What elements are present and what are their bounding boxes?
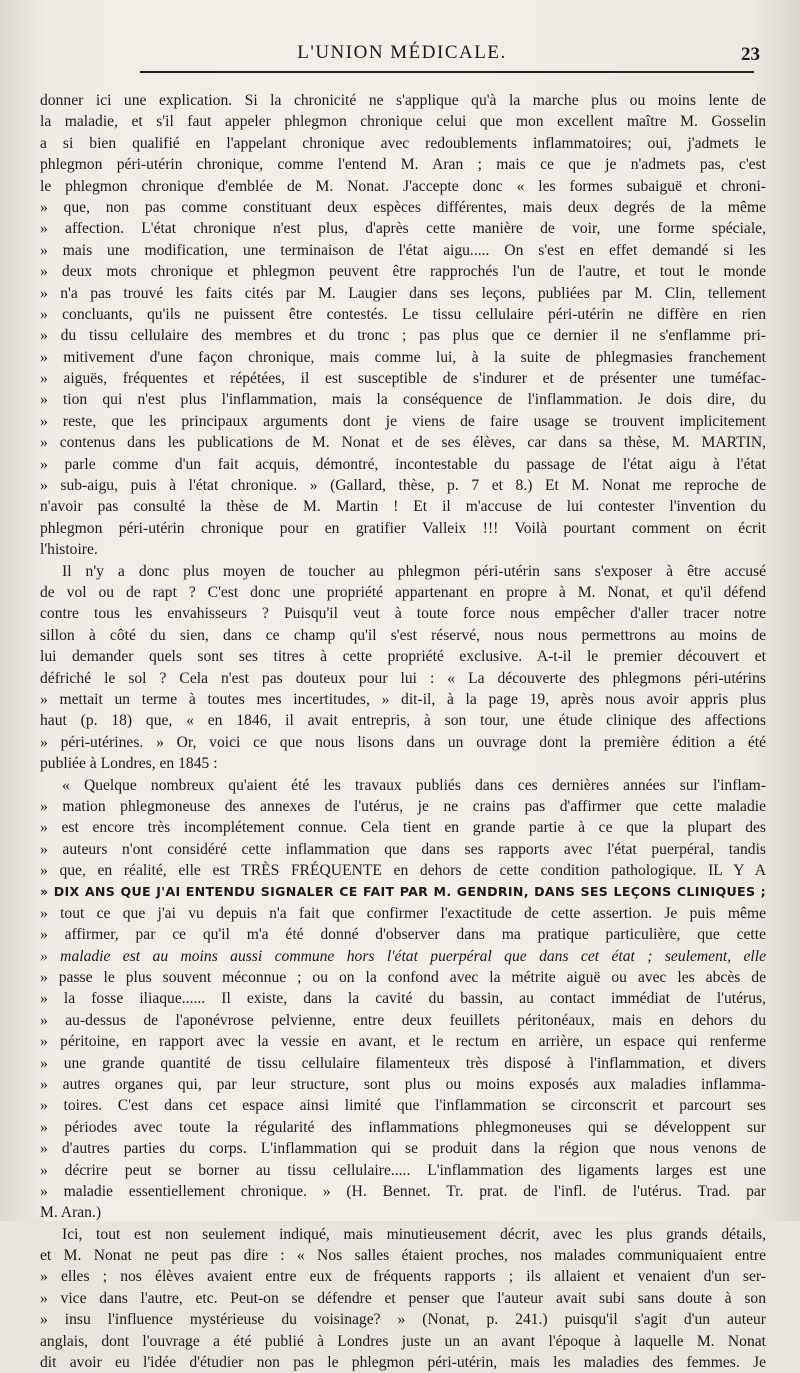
text-line: phlegmon péri-utérin chronique pour en gratifier Valleix !!! Voilà pourtant comment on écrit [40,519,766,537]
text-line: » sub-aigu, puis à l'état chronique. » (Gallard, thèse, p. 7 et 8.) Et M. Nonat me reproche de [40,477,766,495]
text-line: » est encore très incomplétement connue. Cela tient en grande partie à ce que la plupart des [40,819,766,837]
text-line: » que, non pas comme constituant deux espèces différentes, mais deux degrés de la même [40,198,766,216]
text-line: » péri-utérines. » Or, voici ce que nous lisons dans un ouvrage dont la première édition a été [40,733,766,751]
text-line: et M. Nonat ne peut pas dire : « Nos salles étaient proches, nos malades communiquaient entre [40,1247,766,1265]
text-line: » elles ; nos élèves avaient entre eux de fréquents rapports ; ils allaient et venaient d'un ser- [40,1268,766,1286]
text-line: » d'autres parties du corps. L'inflammation qui se produit dans la région que nous venons de [40,1140,766,1158]
text-line: de vol ou de rapt ? C'est donc une propriété appartenant en propre à M. Nonat, et qu'il défend [40,583,766,601]
text-line: publiée à Londres, en 1845 : [40,755,218,773]
text-line: » tout ce que j'ai vu depuis n'a fait que confirmer l'exactitude de cette assertion. Je puis même [40,904,766,922]
text-line: » péritoine, en rapport avec la vessie en avant, et le rectum en arrière, un espace qui renferme [40,1033,766,1051]
text-line: » contenus dans les publications de M. Nonat et de ses élèves, car dans sa thèse, M. MARTIN, [40,434,766,452]
text-line: » mitivement d'une façon chronique, mais comme lui, à la suite de phlegmasies franchement [40,348,766,366]
text-line: la maladie, et s'il faut appeler phlegmon chronique celui que mon excellent maître M. Gosselin [40,113,766,131]
text-line: Ici, tout est non seulement indiqué, mais minutieusement décrit, avec les plus grands détails, [62,1225,766,1243]
page-header [40,38,764,74]
text-line: phlegmon péri-utérin chronique, comme l'entend M. Aran ; mais ce que je n'admets pas, c'est [40,156,766,174]
text-line: » DIX ANS QUE J'AI ENTENDU SIGNALER CE FAIT PAR M. GENDRIN, DANS SES LEÇONS CLINIQUES ; [40,884,766,900]
text-line: » auteurs n'ont considéré cette inflammation que dans ses rapports avec l'état puerpéral, tandis [40,840,766,858]
text-line: » affection. L'état chronique n'est plus, d'après cette manière de voir, une forme spéciale, [40,220,766,238]
text-line: » mettait un terme à toutes mes incertitudes, » dit-il, à la page 19, après nous avoir appris plus [40,690,766,708]
text-line: » que, en réalité, elle est TRÈS FRÉQUENTE en dehors de cette condition pathologique. IL Y A [40,862,766,880]
text-line: a si bien qualifié en l'appelant chronique avec redoublements inflammatoires; oui, j'admets le [40,134,766,152]
text-line: » concluants, qu'ils ne puissent être contestés. Le tissu cellulaire péri-utérin ne diffère en rien [40,305,766,323]
text-line: » autres organes qui, par leur structure, sont plus ou moins exposés aux maladies inflamma- [40,1075,766,1093]
text-line: contre tous les envahisseurs ? Puisqu'il veut à toute force nous empêcher d'aller tracer notre [40,605,766,623]
text-line: » du tissu cellulaire des membres et du tronc ; pas plus que ce dernier il ne s'enflamme pri- [40,327,766,345]
text-line: » la fosse iliaque...... Il existe, dans la cavité du bassin, au contact immédiat de l'utérus, [40,990,766,1008]
text-line: le phlegmon chronique d'emblée de M. Nonat. J'accepte donc « les formes subaiguë et chroni- [40,177,766,195]
text-line: » vice dans l'autre, etc. Peut-on se défendre et penser que l'auteur avait subi sans doute à son [40,1289,766,1307]
text-line: » reste, que les principaux arguments dont je viens de faire usage se trouvent implicitement [40,412,766,430]
text-line: donner ici une explication. Si la chronicité ne s'applique qu'à la marche plus ou moins lente de [40,92,766,109]
text-line: » décrire peut se borner au tissu cellulaire..... L'inflammation des ligaments larges est une [40,1161,766,1179]
text-line: Il n'y a donc plus moyen de toucher au phlegmon péri-utérin sans s'exposer à être accusé [62,562,766,580]
text-line: M. Aran.) [40,1204,102,1222]
text-line: « Quelque nombreux qu'aient été les travaux publiés dans ces dernières années sur l'inflam- [62,776,766,794]
text-line: l'histoire. [40,541,98,559]
text-line: » deux mots chronique et phlegmon peuvent être rapprochés l'un de l'autre, et tout le monde [40,263,766,281]
body-text [40,90,766,1373]
text-line: lui demander quels sont ses titres à cette propriété exclusive. A-t-il le premier découvert et [40,648,766,666]
text-line: » périodes avec toute la régularité des inflammations phlegmoneuses qui se développent sur [40,1118,766,1136]
text-line: haut (p. 18) que, « en 1846, il avait entrepris, à son tour, une étude clinique des affections [40,712,766,730]
text-line: sillon à côté du sien, dans ce champ qu'il s'est réservé, nous nous permettrons au moins de [40,626,766,644]
text-line: défriché le sol ? Cela n'est pas douteux pour lui : « La découverte des phlegmons péri-utérins [40,669,766,687]
text-line: » aiguës, fréquentes et répétées, il est susceptible de s'indurer et de présenter une tuméfac- [40,370,766,388]
header-rule [140,71,754,73]
text-line: anglais, dont l'ouvrage a été publié à Londres juste un an avant l'époque à laquelle M. Nonat [40,1332,766,1350]
text-line: » parle comme d'un fait acquis, démontré, incontestable du passage de l'état aigu à l'état [40,455,766,473]
running-title: L'UNION MÉDICALE. [297,42,507,63]
text-line: » mation phlegmoneuse des annexes de l'utérus, je ne crains pas d'affirmer que cette maladie [40,797,766,815]
page-number: 23 [741,44,760,65]
text-line: » toires. C'est dans cet espace ainsi limité que l'inflammation se circonscrit et parcourt ses [40,1097,766,1115]
text-line: » insu l'influence mystérieuse du voisinage? » (Nonat, p. 241.) puisqu'il s'agit d'un auteur [40,1311,766,1329]
text-line: » affirmer, par ce qu'il m'a été donné d'observer dans ma pratique particulière, que cette [40,926,766,944]
text-line: » mais une modification, une terminaison de l'état aigu..... On s'est en effet demandé si les [40,241,766,259]
text-line: » passe le plus souvent méconnue ; ou on la confond avec la métrite aiguë ou avec les abcès de [40,969,766,987]
text-line: » maladie est au moins aussi commune hors l'état puerpéral que dans cet état ; seulement, elle [40,947,766,965]
text-line: » au-dessus de l'aponévrose pelvienne, entre deux feuillets péritonéaux, mais en dehors du [40,1011,766,1029]
text-line: » maladie essentiellement chronique. » (H. Bennet. Tr. prat. de l'infl. de l'utérus. Trad. par [40,1182,766,1200]
text-line: dit avoir eu l'idée d'étudier non pas le phlegmon péri-utérin, mais les maladies des femmes. Je [40,1354,766,1372]
text-line: n'avoir pas consulté la thèse de M. Martin ! Et il m'accuse de lui contester l'invention du [40,498,766,516]
text-line: » n'a pas trouvé les faits cités par M. Laugier dans ses leçons, publiées par M. Clin, tellement [40,284,766,302]
text-line: » une grande quantité de tissu cellulaire filamenteux très disposé à l'inflammation, et divers [40,1054,766,1072]
text-line: » tion qui n'est plus l'inflammation, mais la conséquence de l'inflammation. Je dois dire, du [40,391,766,409]
